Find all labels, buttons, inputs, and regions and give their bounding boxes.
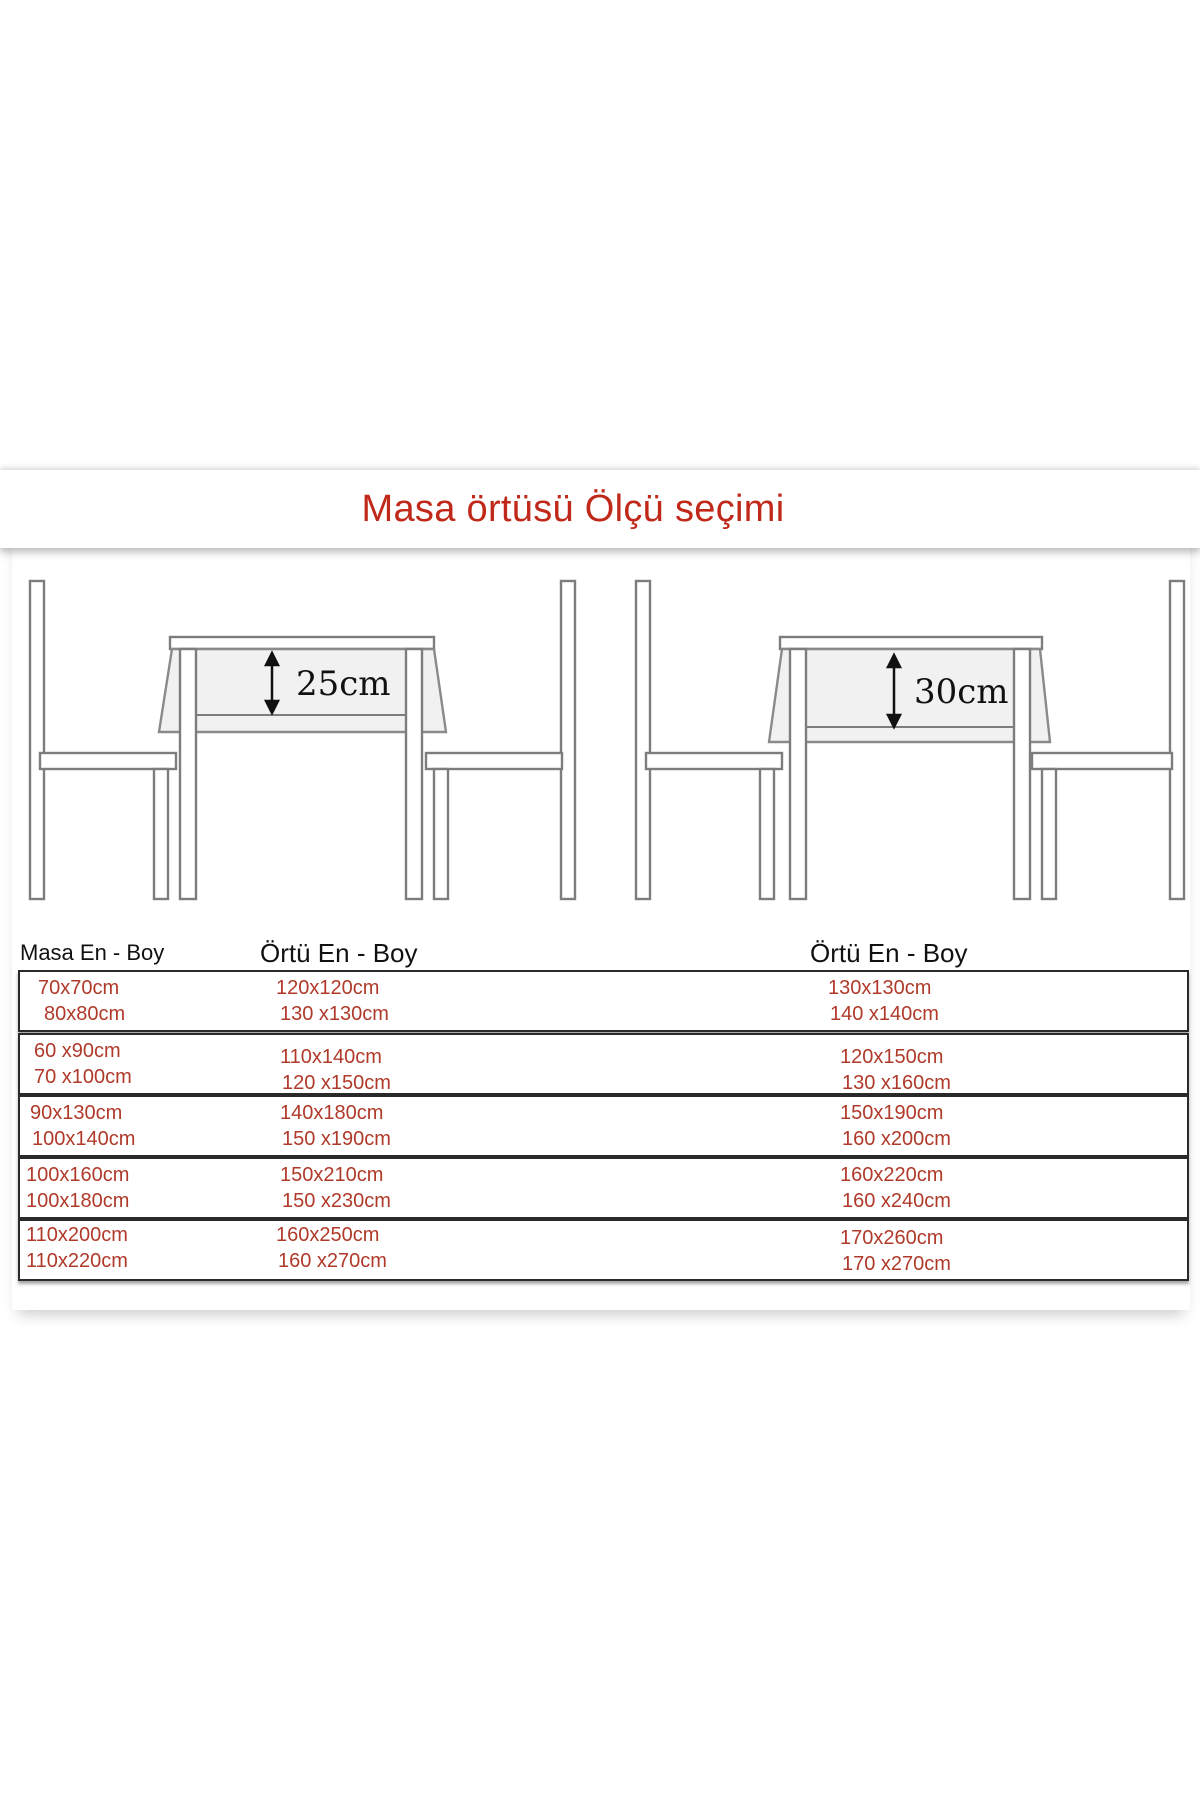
cover-size-value: 120x150cm xyxy=(840,1046,944,1068)
right-chair-leg xyxy=(434,769,448,899)
table-size-value: 80x80cm xyxy=(44,1003,126,1025)
left-chair-seat xyxy=(40,753,176,769)
cover-size-value: 160x250cm xyxy=(276,1224,380,1246)
right-chair-seat xyxy=(1032,753,1172,769)
table-row xyxy=(18,1095,1189,1157)
table-size-value: 100x180cm xyxy=(26,1190,130,1212)
table-leg xyxy=(790,649,806,899)
right-chair-seat xyxy=(426,753,562,769)
cover-size-value: 140x180cm xyxy=(280,1102,384,1124)
table-row xyxy=(18,1157,1189,1219)
table-illustration-25cm xyxy=(20,575,580,905)
cover-size-value: 160 x240cm xyxy=(842,1190,951,1212)
title-band xyxy=(0,470,1200,548)
cover-size-value: 120x120cm xyxy=(276,977,380,999)
cover-size-value: 130x130cm xyxy=(828,977,932,999)
left-chair-back xyxy=(30,581,44,899)
cover-size-value: 150x190cm xyxy=(840,1102,944,1124)
cover-size-value: 170x260cm xyxy=(840,1227,944,1249)
header-cover-size-25: Örtü En - Boy xyxy=(260,938,418,968)
table-top xyxy=(170,637,434,649)
header-table-size: Masa En - Boy xyxy=(20,940,165,965)
drop-label-25: 25cm xyxy=(296,664,391,704)
left-chair-seat xyxy=(646,753,782,769)
table-leg xyxy=(1014,649,1030,899)
cover-size-value: 150 x190cm xyxy=(282,1128,391,1150)
left-chair-leg xyxy=(154,769,168,899)
table-size-value: 70 x100cm xyxy=(34,1066,132,1088)
cover-size-value: 130 x130cm xyxy=(280,1003,389,1025)
cover-size-value: 160 x200cm xyxy=(842,1128,951,1150)
left-chair-back xyxy=(636,581,650,899)
cover-size-value: 110x140cm xyxy=(280,1046,382,1068)
page-title: Masa örtüsü Ölçü seçimi xyxy=(361,488,785,530)
table-row xyxy=(18,970,1189,1032)
table-size-value: 110x220cm xyxy=(26,1250,128,1272)
table-top xyxy=(780,637,1042,649)
right-chair-back xyxy=(1170,581,1184,899)
cover-size-value: 160 x270cm xyxy=(278,1250,387,1272)
cover-size-value: 130 x160cm xyxy=(842,1072,951,1094)
table-row xyxy=(18,1033,1189,1095)
table-size-value: 100x160cm xyxy=(26,1164,130,1186)
right-chair-leg xyxy=(1042,769,1056,899)
drop-label-30: 30cm xyxy=(914,672,1009,712)
right-chair-back xyxy=(561,581,575,899)
cover-size-value: 150 x230cm xyxy=(282,1190,391,1212)
cover-size-value: 140 x140cm xyxy=(830,1003,939,1025)
left-chair-leg xyxy=(760,769,774,899)
cover-size-value: 160x220cm xyxy=(840,1164,944,1186)
table-size-value: 90x130cm xyxy=(30,1102,123,1124)
cover-size-value: 120 x150cm xyxy=(282,1072,391,1094)
cover-size-value: 170 x270cm xyxy=(842,1253,951,1275)
table-size-value: 110x200cm xyxy=(26,1224,128,1246)
table-size-value: 60 x90cm xyxy=(34,1040,121,1062)
header-cover-size-30: Örtü En - Boy xyxy=(810,938,968,968)
cover-size-value: 150x210cm xyxy=(280,1164,384,1186)
table-illustration-30cm xyxy=(628,575,1188,905)
table-size-value: 100x140cm xyxy=(32,1128,136,1150)
table-size-value: 70x70cm xyxy=(38,977,120,999)
table-leg xyxy=(180,649,196,899)
table-leg xyxy=(406,649,422,899)
table-row xyxy=(18,1219,1189,1281)
